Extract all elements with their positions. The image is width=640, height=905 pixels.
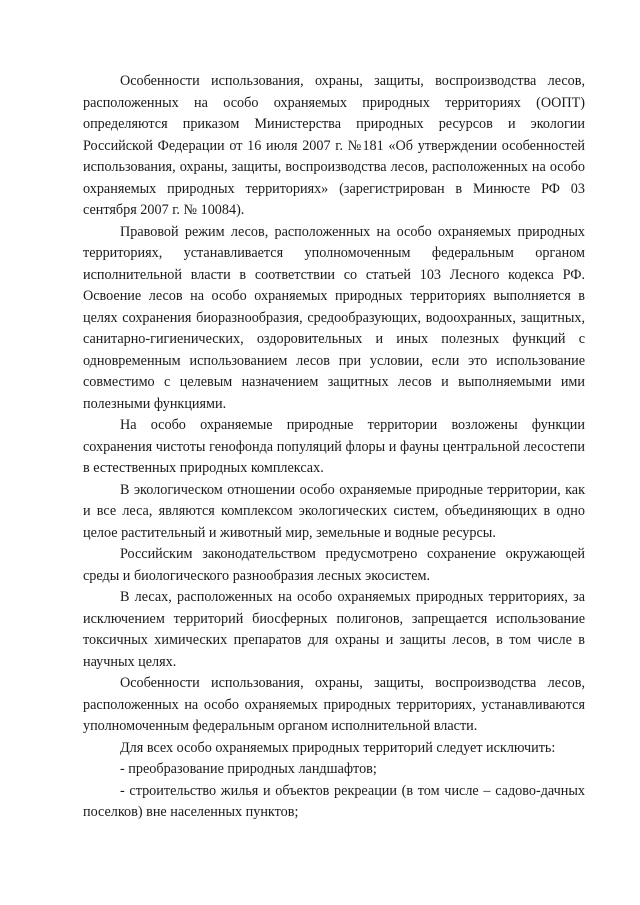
paragraph-exclusions-intro: Для всех особо охраняемых природных территорий следует исключить: [120, 739, 556, 756]
document-body [83, 71, 585, 824]
paragraph-legal-regime: Правовой режим лесов, расположенных на особо охраняемых природных территориях, устанавливается уполномоченным федеральным органом исполнительной власти в соответствии со статьей 103 Лесного кодекса РФ. Освоение лесов на особо охраняемых природных территориях выполняется в целях сохранения биоразнообразия, средообразующих, водоохранных, защитных, санитарно-гигиенических, оздоровительных и иных полезных функций с одновременным использованием лесов при условии, если это использование совместимо с целевым назначением защитных лесов и выполняемыми ими полезными функциями. [83, 223, 585, 412]
paragraph-ecological-complex: В экологическом отношении особо охраняемые природные территории, как и все леса, являются комплексом экологических систем, объединяющих в одно целое растительный и животный мир, земельные и водные ресурсы. [83, 481, 585, 541]
paragraph-legislation: Российским законодательством предусмотрено сохранение окружающей среды и биологического разнообразия лесных экосистем. [83, 546, 585, 584]
paragraph-oopt-regulation: Особенности использования, охраны, защиты, воспроизводства лесов, расположенных на особо охраняемых природных территориях (ООПТ) определяются приказом Министерства природных ресурсов и экологии Российской Федерации от 16 июля 2007 г. №181 «Об утверждении особенностей использования, охраны, защиты, воспроизводства лесов, расположенных на особо охраняемых природных территориях» (зарегистрирован в Минюсте РФ 03 сентября 2007 г. № 10084). [83, 73, 585, 218]
list-item-construction: - строительство жилья и объектов рекреации (в том числе – садово-дачных поселков) вне населенных пунктов; [83, 782, 585, 820]
paragraph-features-authority: Особенности использования, охраны, защиты, воспроизводства лесов, расположенных на особо охраняемых природных территориях, устанавливаются уполномоченным федеральным органом исполнительной власти. [83, 675, 585, 734]
paragraph-toxic-ban: В лесах, расположенных на особо охраняемых природных территориях, за исключением территорий биосферных полигонов, запрещается использование токсичных химических препаратов для охраны и защиты лесов, в том числе в научных целях. [83, 589, 585, 670]
list-item-landscapes: - преобразование природных ландшафтов; [120, 761, 377, 777]
paragraph-genofund-functions: На особо охраняемые природные территории возложены функции сохранения чистоты генофонда популяций флоры и фауны центральной лесостепи в естественных природных комплексах. [83, 417, 585, 476]
